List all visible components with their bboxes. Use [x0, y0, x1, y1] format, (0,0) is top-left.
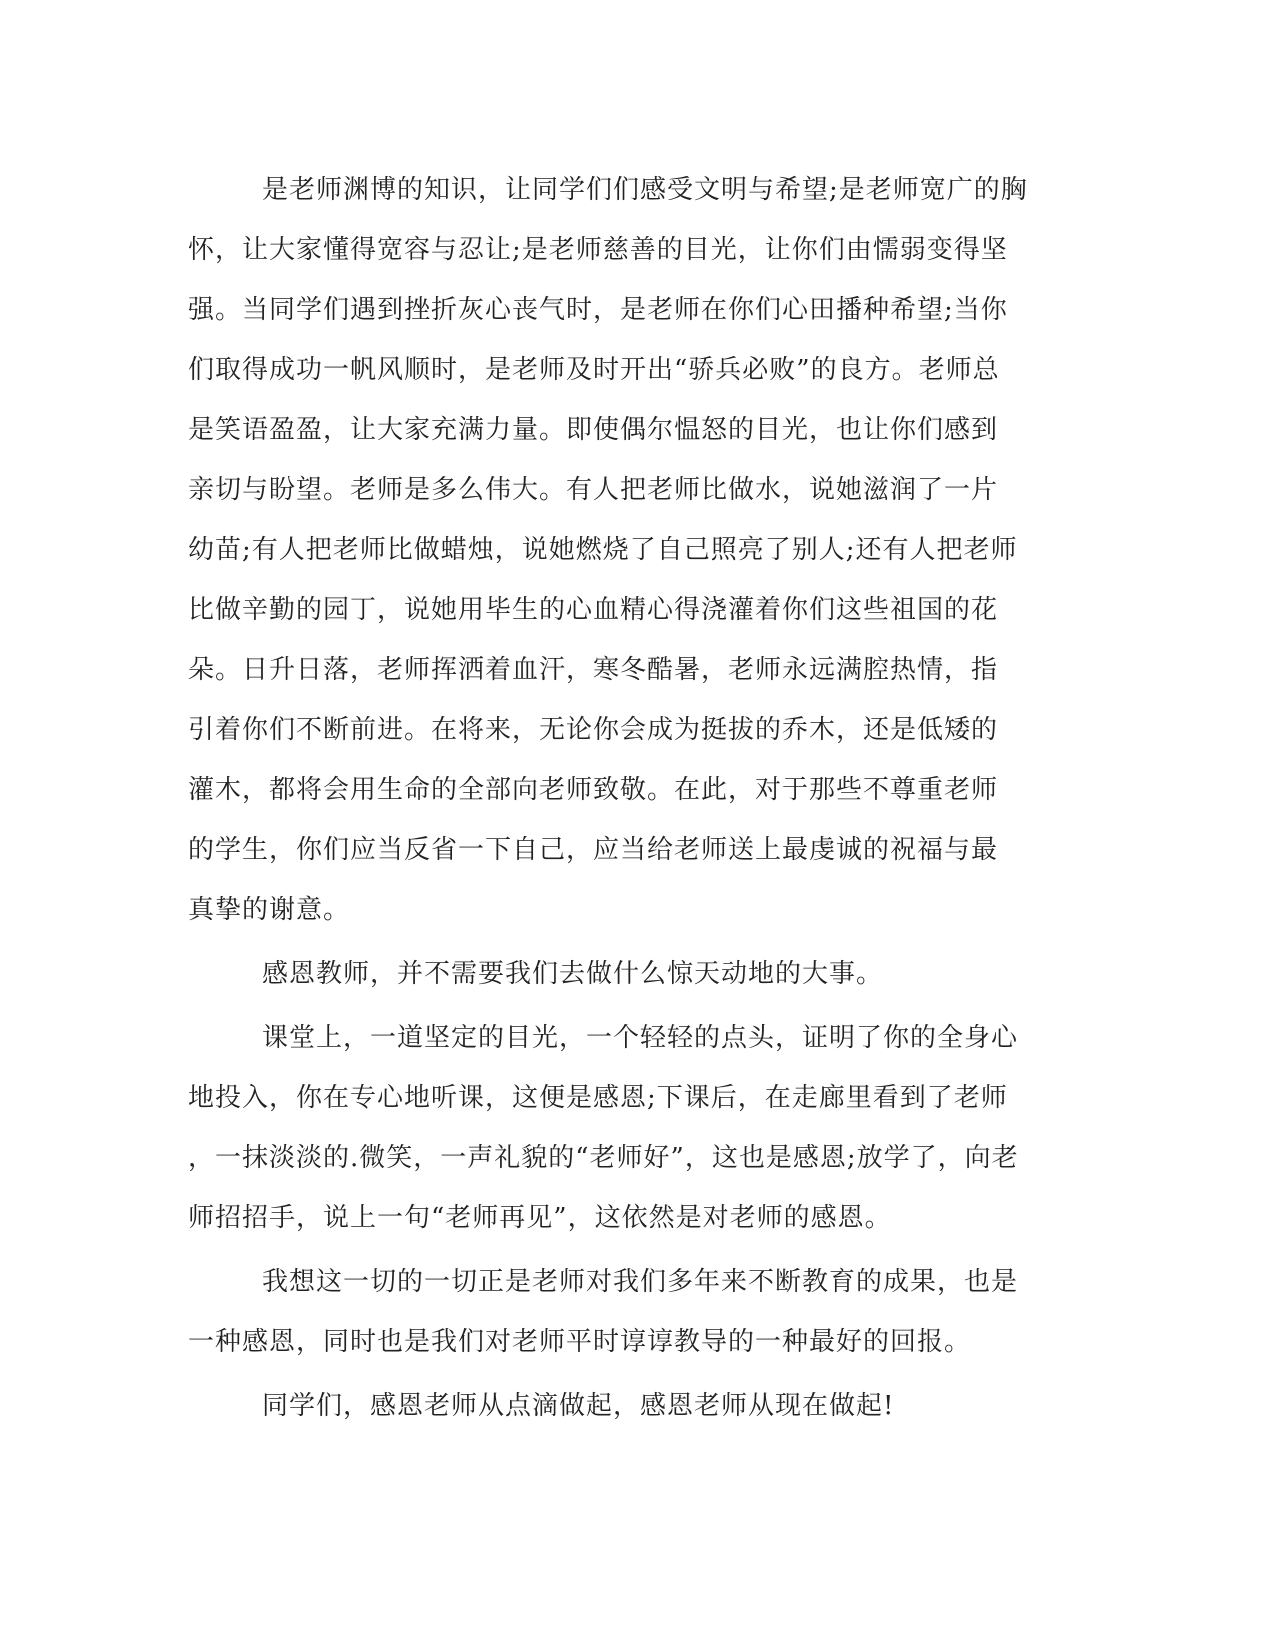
- text-line: 一种感恩，同时也是我们对老师平时谆谆教导的一种最好的回报。: [188, 1327, 972, 1357]
- paragraph-2: [188, 944, 1080, 1004]
- paragraph-4: [188, 1252, 1080, 1372]
- text-line: 课堂上，一道坚定的目光，一个轻轻的点头，证明了你的全身心: [262, 1023, 1019, 1053]
- text-line: 比做辛勤的园丁，说她用毕生的心血精心得浇灌着你们这些祖国的花: [188, 595, 999, 625]
- text-line: 真挚的谢意。: [188, 895, 351, 925]
- text-line: 怀，让大家懂得宽容与忍让;是老师慈善的目光，让你们由懦弱变得坚: [188, 235, 1008, 265]
- text-line: 灌木，都将会用生命的全部向老师致敬。在此，对于那些不尊重老师: [188, 775, 999, 805]
- text-line: ，一抹淡淡的.微笑，一声礼貌的“老师好”，这也是感恩;放学了，向老: [188, 1143, 1019, 1173]
- paragraph-1: [188, 160, 1080, 940]
- text-line: 们取得成功一帆风顺时，是老师及时开出“骄兵必败”的良方。老师总: [188, 355, 1000, 385]
- text-line: 同学们，感恩老师从点滴做起，感恩老师从现在做起!: [262, 1391, 895, 1421]
- text-line: 朵。日升日落，老师挥洒着血汗，寒冬酷暑，老师永远满腔热情，指: [188, 655, 999, 685]
- text-line: 地投入，你在专心地听课，这便是感恩;下课后，在走廊里看到了老师: [188, 1083, 1008, 1113]
- paragraph-3: [188, 1008, 1080, 1248]
- text-line: 强。当同学们遇到挫折灰心丧气时，是老师在你们心田播种希望;当你: [188, 295, 1008, 325]
- text-line: 的学生，你们应当反省一下自己，应当给老师送上最虔诚的祝福与最: [188, 835, 999, 865]
- paragraph-5: [188, 1376, 1080, 1436]
- text-line: 幼苗;有人把老师比做蜡烛，说她燃烧了自己照亮了别人;还有人把老师: [188, 535, 1018, 565]
- text-line: 感恩教师，并不需要我们去做什么惊天动地的大事。: [262, 959, 884, 989]
- text-line: 引着你们不断前进。在将来，无论你会成为挺拔的乔木，还是低矮的: [188, 715, 999, 745]
- text-line: 我想这一切的一切正是老师对我们多年来不断教育的成果，也是: [262, 1267, 1019, 1297]
- text-line: 是老师渊博的知识，让同学们们感受文明与希望;是老师宽广的胸: [262, 175, 1028, 205]
- document-body: [188, 160, 1080, 1436]
- text-line: 是笑语盈盈，让大家充满力量。即使偶尔愠怒的目光，也让你们感到: [188, 415, 999, 445]
- text-line: 亲切与盼望。老师是多么伟大。有人把老师比做水，说她滋润了一片: [188, 475, 999, 505]
- text-line: 师招招手，说上一句“老师再见”，这依然是对老师的感恩。: [188, 1203, 892, 1233]
